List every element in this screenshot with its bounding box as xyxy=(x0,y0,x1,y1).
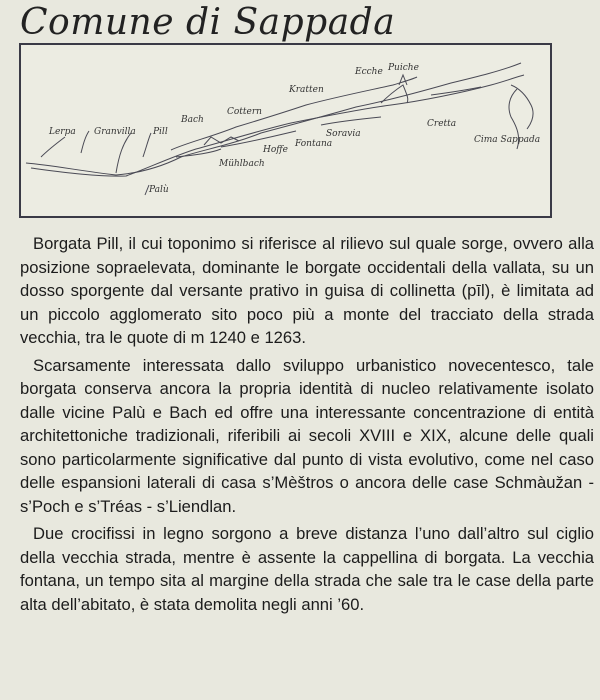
description-text xyxy=(20,232,594,620)
paragraph-3: Due crocifissi in legno sorgono a breve distanza l’uno dall’altro sul ciglio della vecchia strada, mentre è assente la cappellina di borgata. La vecchia fontana, un tempo sita al margine della strada che sale tra le case della parte alta dell’abitato, è stata demolita negli anni ’60. xyxy=(20,524,594,614)
paragraph-2: Scarsamente interessata dallo sviluppo urbanistico novecentesco, tale borgata conserva ancora la propria identità di nucleo relativamente isolato dalle vicine Palù e Bach ed offre una interessante concentrazione di entità architettoniche tradizionali, riferibili ai secoli XVIII e XIX, alcune delle quali sono particolarmente significative dal punto di vista evolutivo, come nel caso delle espansioni laterali di casa s’Mèštros o ancora delle case Schmàužan - s’Poch e s’Tréas - s’Liendlan. xyxy=(20,355,594,516)
place-label-cima-sappada: Cima Sappada xyxy=(474,135,541,145)
place-label-hoffe: Hoffe xyxy=(263,145,288,155)
place-label-cretta: Cretta xyxy=(427,119,457,129)
place-label-cottern: Cottern xyxy=(227,107,262,117)
village-map xyxy=(19,43,552,218)
place-label-puiche: Puiche xyxy=(388,63,419,73)
place-label-fontana: Fontana xyxy=(295,139,333,149)
place-label-soravia: Soravia xyxy=(326,129,361,139)
place-label-muhlbach: Mühlbach xyxy=(219,159,265,169)
place-label-pill: Pill xyxy=(153,127,168,137)
paragraph-1: Borgata Pill, il cui toponimo si riferisce al rilievo sul quale sorge, ovvero alla posizione sopraelevata, dominante le borgate occidentali della vallata, su un dosso sporgente dal versante prativo in guisa di collinetta (pīl), è limitata ad un piccolo agglomerato sito poco più a monte del tracciato della strada vecchia, tra le quote di m 1240 e 1263. xyxy=(20,234,594,347)
place-label-kratten: Kratten xyxy=(289,85,324,95)
place-label-bach: Bach xyxy=(181,115,204,125)
place-label-palu: Palù xyxy=(149,185,169,195)
page-title: Comune di Sappada xyxy=(20,2,396,43)
place-label-granvilla: Granvilla xyxy=(94,127,136,137)
place-label-ecche: Ecche xyxy=(355,67,383,77)
place-label-lerpa: Lerpa xyxy=(49,127,76,137)
